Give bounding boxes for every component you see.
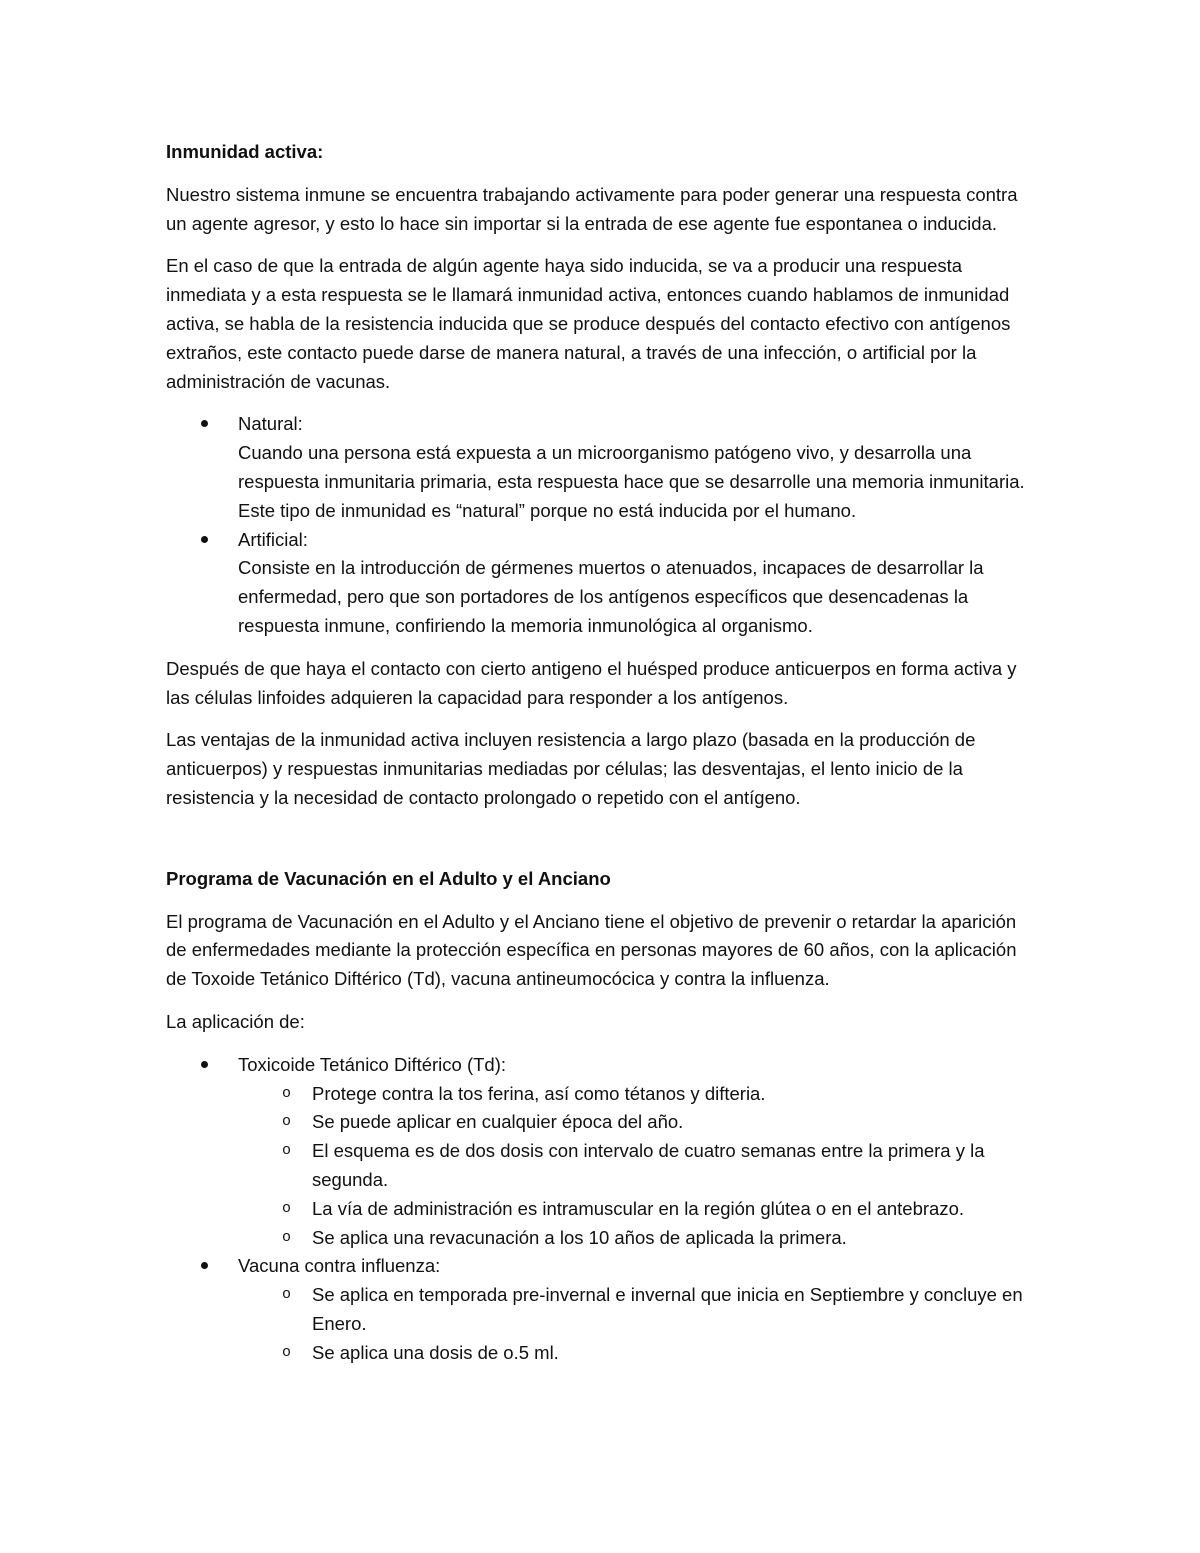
sub-bullet-icon: o [282,1142,292,1160]
sub-list-item [238,1108,1036,1137]
sub-list-item [238,1281,1036,1339]
list-item-label: Toxicoide Tetánico Diftérico (Td): [238,1053,507,1075]
paragraph: Las ventajas de la inmunidad activa incluyen resistencia a largo plazo (basada en la producción de anticuerpos) y respuestas inmunitarias mediadas por células; las desventajas, el lento inicio de la resistencia y la necesidad de contacto prolongado o repetido con el antígeno. [166,729,976,808]
paragraph: Nuestro sistema inmune se encuentra trabajando activamente para poder generar una respuesta contra un agente agresor, y esto lo hace sin importar si la entrada de ese agente fue espontanea o inducida. [166,183,1018,234]
sub-bullet-icon: o [282,1286,292,1304]
list-item-label: Vacuna contra influenza: [238,1255,441,1277]
bullet-list [166,410,1036,640]
bullet-icon [201,536,208,543]
list-item-text: Cuando una persona está expuesta a un microorganismo patógeno vivo, y desarrolla una respuesta inmunitaria primaria, esta respuesta hace que se desarrolle una memoria inmunitaria. Este tipo de inmunidad es “natural” porque no está inducida por el humano. [238,442,1025,521]
sub-list-item-text: Se puede aplicar en cualquier época del año. [312,1111,684,1133]
sub-list-item-text: La vía de administración es intramuscular en la región glútea o en el antebrazo. [312,1197,964,1219]
list-item [166,1051,1036,1253]
paragraph: El programa de Vacunación en el Adulto y el Anciano tiene el objetivo de prevenir o retardar la aparición de enfermedades mediante la protección específica en personas mayores de 60 años, con la aplicación de Toxoide Tetánico Diftérico (Td), vacuna antineumocócica y contra la influenza. [166,910,1017,990]
sub-list-item [238,1080,1036,1109]
bullet-list [166,1051,1036,1368]
list-item [166,526,1036,641]
bullet-icon [201,1061,208,1068]
section-title-inmunidad-activa: Inmunidad activa: [166,141,324,162]
sub-list-item-text: Protege contra la tos ferina, así como tétanos y difteria. [312,1082,766,1104]
list-item [166,410,1036,525]
sub-list-item-text: Se aplica en temporada pre-invernal e invernal que inicia en Septiembre y concluye en Enero. [312,1284,1023,1334]
document-page [166,138,1036,1367]
sub-list-item [238,1137,1036,1195]
sub-list-item [238,1195,1036,1224]
sub-bullet-list [238,1281,1036,1367]
list-item-label: Natural: [238,413,303,435]
sub-bullet-list [238,1080,1036,1253]
bullet-icon [201,420,208,427]
sub-bullet-icon: o [282,1228,292,1246]
section-title-programa-vacunacion: Programa de Vacunación en el Adulto y el Anciano [166,867,611,889]
bullet-icon [201,1262,208,1269]
sub-bullet-icon: o [282,1084,292,1102]
sub-list-item-text: Se aplica una revacunación a los 10 años de aplicada la primera. [312,1226,847,1248]
sub-list-item-text: Se aplica una dosis de o.5 ml. [312,1341,559,1363]
list-item [166,1252,1036,1367]
sub-list-item [238,1339,1036,1368]
list-item-label: Artificial: [238,528,308,550]
sub-bullet-icon: o [282,1199,292,1217]
sub-bullet-icon: o [282,1343,292,1361]
sub-list-item [238,1224,1036,1253]
paragraph: En el caso de que la entrada de algún agente haya sido inducida, se va a producir una respuesta inmediata y a esta respuesta se le llamará inmunidad activa, entonces cuando hablamos de inmunidad activa, se habla de la resistencia inducida que se produce después del contacto efectivo con antígenos extraños, este contacto puede darse de manera natural, a través de una infección, o artificial por la administración de vacunas. [166,255,1011,392]
sub-list-item-text: El esquema es de dos dosis con intervalo de cuatro semanas entre la primera y la segunda. [312,1140,985,1190]
paragraph: Después de que haya el contacto con cierto antigeno el huésped produce anticuerpos en forma activa y las células linfoides adquieren la capacidad para responder a los antígenos. [166,657,1017,708]
paragraph: La aplicación de: [166,1010,305,1032]
sub-bullet-icon: o [282,1113,292,1131]
list-item-text: Consiste en la introducción de gérmenes muertos o atenuados, incapaces de desarrollar la enfermedad, pero que son portadores de los antígenos específicos que desencadenas la respuesta inmune, confiriendo la memoria inmunológica al organismo. [238,557,984,636]
